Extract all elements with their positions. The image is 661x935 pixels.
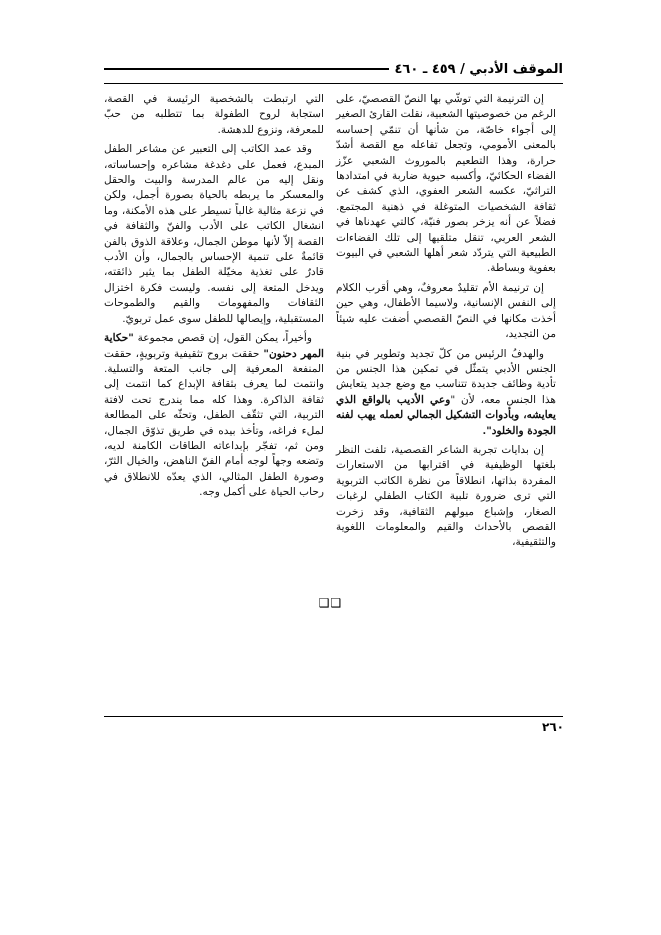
header-rule bbox=[104, 68, 389, 70]
right-column bbox=[336, 92, 556, 555]
paragraph: وقد عمد الكاتب إلى التعبير عن مشاعر الطفل المبدع، فعمل على دغدغة مشاعره وإحساساته، ونقل إليه من عالم المدرسة والبيت والحقل والمعسكر ما يربطه بالحياة بصورة أجمل، ولكن في نزعة مثالية غالباً تسيطر على هذه الأمكنة، وما انشغال الكاتب على الأدب والفنّ والثقافة في القصة إلاّ لأنها موطن الجمال، وعلاقة الذوق بالفن قائمةٌ على تنمية الإحساس بالجمال، وأن الأدب قادرٌ على تغذية مخيّلة الطفل بما يثير ذائقته، ويدخل المتعة إلى نفسه. وليست فكرة اختزال الثقافات والمفهومات والقيم والطموحات المستقبلية، وإيصالها للطفل سوى عمل تربويّ. bbox=[104, 143, 324, 325]
book-title: "حكاية المهر دحنون" bbox=[104, 332, 325, 360]
paragraph-text: وأخيراً، يمكن القول، إن قصص مجموعة bbox=[133, 332, 312, 345]
journal-title: الموقف الأدبي / ٤٥٩ ـ ٤٦٠ bbox=[394, 61, 563, 77]
section-end-ornament: ❑❑ bbox=[318, 596, 343, 610]
bold-quote: وعي الأديب بالواقع الذي يعايشه، وبأدوات التشكيل الجمالي لعمله يهب لفنه الجودة والخلود". bbox=[336, 393, 556, 437]
paragraph-text: والهدفُ الرئيس من كلّ تجديد وتطوير في بنية الجنس الأدبي يتمثّل في تمكين هذا الجنس من تأدية وظائف جديدة تتناسب مع وضع جديد يتعايش هذا الجنس معه، لأن " bbox=[336, 347, 556, 406]
paragraph: إن الترنيمة التي توشّي بها النصّ القصصيّ، على الرغم من خصوصيتها الشعبية، نقلت القارئ الصغير إلى أجواء خاصّة، من شأنها أن تنمّي إحساسه بالمعنى الأمومي، وتجعل تفاعله مع القصة أشدّ حرارة، وهذا التطعيم بالموروث الشعبي عزّز الفضاء الحكائيّ، وأكسبه حيوية ضاربة في امتدادها التراثيّ، عكسه الشعر العفوي، الذي كشف عن ثقافة الشخصيات المتوغلة في ذهنية المجتمع. فضلاً عن أنه يزخر بصور فنيّة، كالتي عهدناها في الشعر العربي، تنقل متلقيها إلى تلك الفضاءات الطبيعية التي يتردّد شعر أهلها الشعبي في البيوت بعفوية وبساطة. bbox=[336, 93, 556, 275]
footer-rule bbox=[104, 716, 563, 717]
running-header bbox=[104, 58, 563, 80]
paragraph bbox=[336, 347, 556, 439]
paragraph: إن بدايات تجربة الشاعر القصصية، تلفت النظر بلغتها الوظيفية في اقترابها من الاستعارات المفردة بذاتها، انطلاقاً من نظرة الكاتب التربوية التي ترى ضرورة تلبية الكتاب الطفلي لرغبات الصغار، وإشباع ميولهم الثقافية، وقد زخرت القصص بالأحداث والقيم والمعلومات اللغوية والتثقيفية، bbox=[336, 443, 556, 549]
page-number: ٢٦٠ bbox=[542, 720, 564, 734]
paragraph-text: حققت بروح تثقيفية وتربويةٍ، حققت المنفعة المعرفية إلى جانب المتعة والتسلية. وانتمت لما يعرف بثقافة الإبداع كما انتمت إلى ثقافة الذاكرة. وهذا كله مما يندرج تحت لافتة التربية، التي تثقّف الطفل، وتحثّه على المطالعة لملء فراغه، وتأخذ بيده في طريق تذوّق الجمال، ومن ثم، تفجّر بإبداعاته الطاقات الكامنة لديه، وتضعه وجهاً لوجه أمام الفنّ الناهض، والخيال الثرّ، وصورة الطفل المثالي، الذي يعدّه للانطلاق في رحاب الحياة على أكمل وجه. bbox=[104, 347, 324, 499]
paragraph: التي ارتبطت بالشخصية الرئيسة في القصة، استجابة لروح الطفولة بما تتطلبه من حبّ للمعرفة، ونزوع للدهشة. bbox=[104, 93, 324, 136]
left-column bbox=[104, 92, 324, 505]
header-underline bbox=[104, 83, 563, 84]
paragraph bbox=[104, 331, 324, 500]
paragraph: إن ترنيمة الأم تقليدٌ معروفٌ، وهي أقرب الكلام إلى النفس الإنسانية، ولاسيما الأطفال، وهي حين أخذت مكانها في النصّ القصصي أضفت عليه شيئاً من التجديد، bbox=[336, 281, 556, 341]
